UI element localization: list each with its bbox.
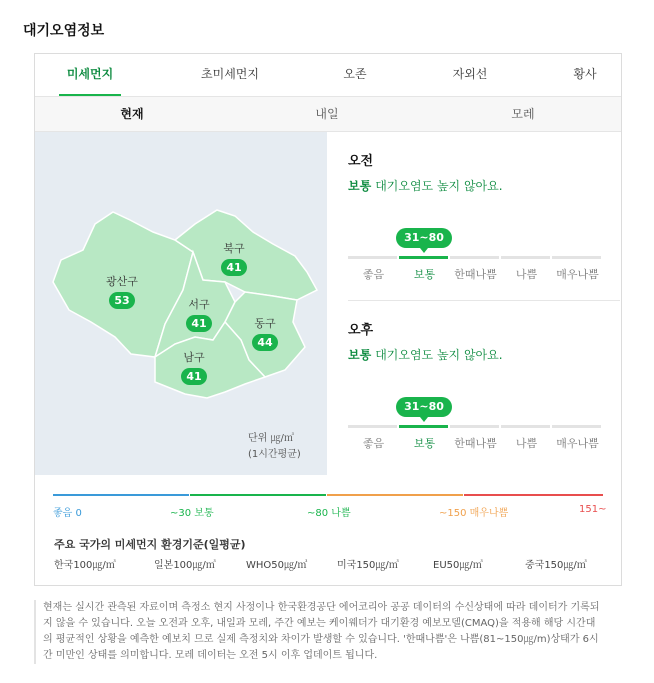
legend-bar-good [53, 494, 189, 496]
scale-label-active: 보통 [413, 268, 436, 281]
district-nam-gu[interactable] [164, 349, 224, 385]
range-bubble: 31~80 [396, 228, 452, 248]
legend-label-good: 좋음 0 [53, 508, 82, 519]
standard-item: 중국150㎍/㎥ [525, 560, 587, 571]
forecast-am [348, 150, 608, 281]
forecast-grade: 보통 [348, 179, 372, 193]
standard-item: 일본100㎍/㎥ [154, 560, 216, 571]
scale-segment [348, 425, 397, 428]
range-bubble: 31~80 [396, 397, 452, 417]
forecast-grade: 보통 [348, 348, 372, 362]
scale-segment [348, 256, 397, 259]
district-seo-gu[interactable] [169, 296, 229, 332]
legend-label-very-bad: ~150 매우나쁨 [439, 508, 509, 519]
forecast-period-label: 오후 [348, 323, 374, 338]
district-value-badge: 53 [109, 292, 135, 309]
district-value-badge: 41 [181, 368, 207, 385]
forecast-status [348, 177, 608, 194]
forecast-desc: 대기오염도 높지 않아요. [375, 179, 503, 193]
scale-label-active: 보통 [413, 437, 436, 450]
air-quality-card [34, 53, 622, 586]
forecast-period-label: 오전 [348, 154, 374, 169]
district-name: 남구 [183, 351, 205, 364]
scale-label: 좋음 [362, 437, 385, 450]
scale-label: 나쁨 [515, 268, 538, 281]
legend-bar-normal [190, 494, 326, 496]
district-buk-gu[interactable] [204, 240, 264, 276]
map-unit: 단위 ㎍/㎥ [248, 433, 294, 444]
district-name: 북구 [223, 242, 245, 255]
district-gwangsan-gu[interactable] [92, 273, 152, 309]
district-name: 서구 [188, 298, 210, 311]
district-value-badge: 41 [221, 259, 247, 276]
forecast-divider [348, 300, 620, 301]
scale-segment [501, 256, 550, 259]
standard-item: 미국150㎍/㎥ [337, 560, 399, 571]
forecast-desc: 대기오염도 높지 않아요. [375, 348, 503, 362]
legend-label-max: 151~ [579, 504, 607, 515]
tab-ozone[interactable]: 오존 [343, 67, 367, 81]
tab-day-after[interactable]: 모레 [511, 107, 535, 121]
district-dong-gu[interactable] [235, 315, 295, 351]
forecast-status [348, 346, 608, 363]
page-title: 대기오염정보 [23, 23, 105, 39]
tab-fine-dust[interactable]: 미세먼지 [59, 54, 121, 96]
scale-label: 좋음 [362, 268, 385, 281]
scale-segment [450, 425, 499, 428]
scale-label: 매우나쁨 [556, 268, 599, 281]
legend-bar-bad [327, 494, 463, 496]
district-value-badge: 41 [186, 315, 212, 332]
district-name: 동구 [254, 317, 276, 330]
legend-label-normal: ~30 보통 [170, 508, 214, 519]
scale-label: 한때나쁨 [454, 268, 497, 281]
legend-label-bad: ~80 나쁨 [307, 508, 351, 519]
standard-item: 한국100㎍/㎥ [54, 560, 116, 571]
map-unit-note: (1시간평균) [248, 449, 301, 460]
standards-title: 주요 국가의 미세먼지 환경기준(일평균) [54, 538, 246, 551]
district-name: 광산구 [106, 275, 138, 288]
day-tabs [35, 96, 621, 132]
scale-segment-active [399, 425, 448, 428]
forecast-pm [348, 319, 608, 450]
legend-bar-very-bad [464, 494, 603, 496]
info-note: 현재는 실시간 관측된 자료이며 측정소 현지 사정이나 한국환경공단 에어코리아 공공 데이터의 수신상태에 따라 데이터가 기록되지 않을 수 있습니다. 오늘 오전과 오후, 내일과 모레, 주간 예보는 케이웨더가 대기환경 예보모델(CMAQ)을 적용해 해당 시간대의 평균적인 상황을 예측한 예보치 므로 실제 측정치와 차이가 발생할 수 있습니다. '한때나쁨'은 나쁨(81~150㎍/m)상태가 6시간 미만인 상태를 의미합니다. 모레 데이터는 오전 5시 이후 업데이트 됩니다. [34, 600, 604, 664]
tab-tomorrow[interactable]: 내일 [315, 107, 339, 121]
scale-label: 나쁨 [515, 437, 538, 450]
grade-scale [348, 228, 603, 288]
grade-scale [348, 397, 603, 457]
tab-ultrafine-dust[interactable]: 초미세먼지 [201, 67, 259, 81]
standard-item: WHO50㎍/㎥ [246, 560, 308, 571]
scale-segment [501, 425, 550, 428]
tab-uv[interactable]: 자외선 [452, 67, 488, 81]
scale-segment-active [399, 256, 448, 259]
scale-segment [552, 425, 601, 428]
scale-segment [552, 256, 601, 259]
tab-yellow-dust[interactable]: 황사 [573, 67, 597, 81]
standard-item: EU50㎍/㎥ [433, 560, 483, 571]
district-value-badge: 44 [252, 334, 278, 351]
district-map [35, 132, 327, 475]
scale-label: 한때나쁨 [454, 437, 497, 450]
scale-segment [450, 256, 499, 259]
grade-legend [53, 494, 605, 534]
tab-today[interactable]: 현재 [120, 107, 144, 121]
scale-label: 매우나쁨 [556, 437, 599, 450]
pollutant-tabs [35, 54, 621, 96]
